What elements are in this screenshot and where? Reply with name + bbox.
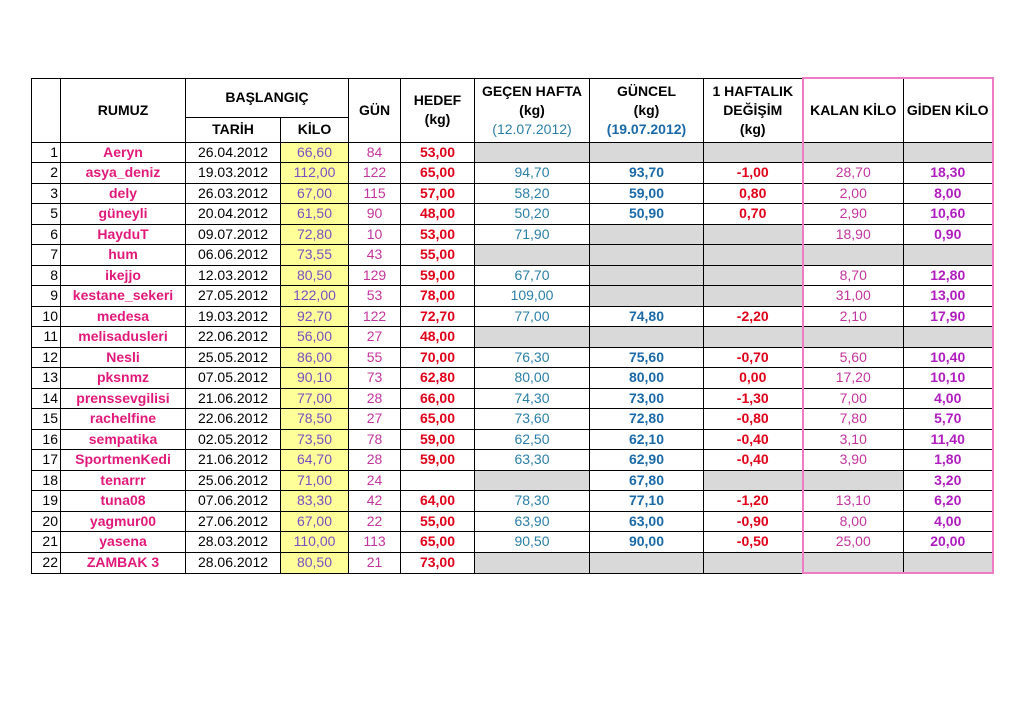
- baslangic-header: BAŞLANGIÇ: [186, 78, 349, 117]
- hedef-cell: 72,70: [401, 306, 475, 327]
- guncel-cell: 50,90: [590, 204, 704, 225]
- giden-kilo-cell: [904, 245, 993, 266]
- table-row: [32, 511, 993, 532]
- kilo-cell: 122,00: [281, 286, 349, 307]
- kilo-cell: 67,00: [281, 183, 349, 204]
- guncel-cell: [590, 552, 704, 573]
- giden-kilo-cell: 3,20: [904, 470, 993, 491]
- degisim-cell: -0,80: [704, 409, 803, 430]
- degisim-cell: -0,70: [704, 347, 803, 368]
- gecen-hafta-cell: 80,00: [475, 368, 590, 389]
- giden-kilo-cell: [904, 552, 993, 573]
- gecen-header-date: (12.07.2012): [492, 120, 572, 137]
- kilo-cell: 56,00: [281, 327, 349, 348]
- row-index: 1: [32, 142, 61, 163]
- gecen-hafta-cell: 76,30: [475, 347, 590, 368]
- row-index: 7: [32, 245, 61, 266]
- gun-cell: 90: [349, 204, 401, 225]
- kilo-cell: 72,80: [281, 224, 349, 245]
- giden-kilo-cell: 4,00: [904, 388, 993, 409]
- rumuz-cell: yagmur00: [61, 511, 186, 532]
- table-body: [32, 142, 993, 573]
- gecen-header: [475, 78, 590, 142]
- giden-kilo-cell: 17,90: [904, 306, 993, 327]
- gecen-hafta-cell: 78,30: [475, 491, 590, 512]
- rumuz-cell: ZAMBAK 3: [61, 552, 186, 573]
- rumuz-cell: Aeryn: [61, 142, 186, 163]
- hedef-cell: [401, 470, 475, 491]
- giden-kilo-cell: 1,80: [904, 450, 993, 471]
- table-row: [32, 491, 993, 512]
- hedef-cell: 48,00: [401, 327, 475, 348]
- kilo-cell: 73,55: [281, 245, 349, 266]
- giden-kilo-cell: 12,80: [904, 265, 993, 286]
- tarih-header: TARİH: [186, 117, 281, 142]
- rumuz-cell: rachelfine: [61, 409, 186, 430]
- degisim-cell: 0,80: [704, 183, 803, 204]
- kilo-cell: 80,50: [281, 265, 349, 286]
- rumuz-header: RUMUZ: [61, 78, 186, 142]
- table-row: [32, 552, 993, 573]
- table-row: [32, 429, 993, 450]
- degisim-cell: -0,50: [704, 532, 803, 553]
- haftalik-header-line3: (kg): [739, 120, 766, 137]
- hedef-cell: 53,00: [401, 224, 475, 245]
- giden-kilo-cell: 11,40: [904, 429, 993, 450]
- kilo-cell: 71,00: [281, 470, 349, 491]
- tarih-cell: 02.05.2012: [186, 429, 281, 450]
- table-row: [32, 163, 993, 184]
- table-row: [32, 388, 993, 409]
- row-index: 15: [32, 409, 61, 430]
- kalan-kilo-cell: 28,70: [803, 163, 904, 184]
- row-index: 14: [32, 388, 61, 409]
- guncel-cell: 80,00: [590, 368, 704, 389]
- row-index: 16: [32, 429, 61, 450]
- hedef-cell: 59,00: [401, 450, 475, 471]
- gecen-hafta-cell: 94,70: [475, 163, 590, 184]
- guncel-cell: [590, 224, 704, 245]
- tarih-cell: 20.04.2012: [186, 204, 281, 225]
- guncel-cell: [590, 142, 704, 163]
- giden-kilo-cell: 6,20: [904, 491, 993, 512]
- kilo-cell: 80,50: [281, 552, 349, 573]
- hedef-cell: 65,00: [401, 409, 475, 430]
- degisim-cell: [704, 224, 803, 245]
- table-row: [32, 368, 993, 389]
- table-row: [32, 245, 993, 266]
- row-index: 6: [32, 224, 61, 245]
- table-row: [32, 142, 993, 163]
- guncel-header: [590, 78, 704, 142]
- rumuz-cell: kestane_sekeri: [61, 286, 186, 307]
- gun-cell: 22: [349, 511, 401, 532]
- gecen-hafta-cell: 67,70: [475, 265, 590, 286]
- giden-kilo-cell: [904, 327, 993, 348]
- guncel-cell: 62,10: [590, 429, 704, 450]
- giden-kilo-cell: 10,40: [904, 347, 993, 368]
- row-index: 11: [32, 327, 61, 348]
- guncel-cell: [590, 245, 704, 266]
- guncel-cell: 62,90: [590, 450, 704, 471]
- rumuz-cell: sempatika: [61, 429, 186, 450]
- haftalik-header-line1: 1 HAFTALIK: [712, 82, 794, 99]
- haftalik-header-line2: DEĞİŞİM: [723, 101, 783, 118]
- gun-cell: 55: [349, 347, 401, 368]
- gecen-hafta-cell: 73,60: [475, 409, 590, 430]
- gun-cell: 115: [349, 183, 401, 204]
- rumuz-cell: melisadusleri: [61, 327, 186, 348]
- row-index: 10: [32, 306, 61, 327]
- gecen-hafta-cell: 109,00: [475, 286, 590, 307]
- guncel-cell: 59,00: [590, 183, 704, 204]
- kalan-kilo-cell: 17,20: [803, 368, 904, 389]
- gun-cell: 122: [349, 306, 401, 327]
- kalan-kilo-cell: [803, 142, 904, 163]
- guncel-cell: 73,00: [590, 388, 704, 409]
- gun-cell: 28: [349, 450, 401, 471]
- row-index: 12: [32, 347, 61, 368]
- guncel-cell: 67,80: [590, 470, 704, 491]
- hedef-cell: 73,00: [401, 552, 475, 573]
- table-row: [32, 286, 993, 307]
- kalan-kilo-cell: [803, 327, 904, 348]
- kalan-kilo-cell: 13,10: [803, 491, 904, 512]
- hedef-cell: 48,00: [401, 204, 475, 225]
- degisim-cell: -0,40: [704, 429, 803, 450]
- kilo-cell: 66,60: [281, 142, 349, 163]
- rumuz-cell: SportmenKedi: [61, 450, 186, 471]
- row-index: 17: [32, 450, 61, 471]
- rumuz-cell: tenarrr: [61, 470, 186, 491]
- gun-cell: 27: [349, 327, 401, 348]
- rumuz-cell: dely: [61, 183, 186, 204]
- hedef-cell: 70,00: [401, 347, 475, 368]
- table-row: [32, 450, 993, 471]
- kilo-cell: 77,00: [281, 388, 349, 409]
- degisim-cell: [704, 470, 803, 491]
- giden-kilo-cell: 4,00: [904, 511, 993, 532]
- tarih-cell: 27.06.2012: [186, 511, 281, 532]
- degisim-cell: [704, 265, 803, 286]
- gecen-hafta-cell: 63,30: [475, 450, 590, 471]
- degisim-cell: 0,00: [704, 368, 803, 389]
- guncel-header-line2: (kg): [633, 101, 660, 118]
- tarih-cell: 25.05.2012: [186, 347, 281, 368]
- kalan-kilo-cell: 31,00: [803, 286, 904, 307]
- degisim-cell: -1,00: [704, 163, 803, 184]
- kalan-kilo-cell: 25,00: [803, 532, 904, 553]
- hedef-cell: 62,80: [401, 368, 475, 389]
- rumuz-cell: tuna08: [61, 491, 186, 512]
- rumuz-cell: pksnmz: [61, 368, 186, 389]
- row-index: 21: [32, 532, 61, 553]
- gecen-hafta-cell: 90,50: [475, 532, 590, 553]
- guncel-cell: 90,00: [590, 532, 704, 553]
- kilo-cell: 78,50: [281, 409, 349, 430]
- kilo-cell: 110,00: [281, 532, 349, 553]
- hedef-cell: 55,00: [401, 245, 475, 266]
- hedef-cell: 53,00: [401, 142, 475, 163]
- kilo-cell: 67,00: [281, 511, 349, 532]
- degisim-cell: 0,70: [704, 204, 803, 225]
- degisim-cell: -1,20: [704, 491, 803, 512]
- tarih-cell: 22.06.2012: [186, 409, 281, 430]
- kilo-cell: 112,00: [281, 163, 349, 184]
- degisim-cell: -1,30: [704, 388, 803, 409]
- gun-cell: 129: [349, 265, 401, 286]
- kilo-cell: 61,50: [281, 204, 349, 225]
- kalan-kilo-cell: 8,70: [803, 265, 904, 286]
- guncel-cell: [590, 327, 704, 348]
- table-row: [32, 347, 993, 368]
- gecen-hafta-cell: 77,00: [475, 306, 590, 327]
- kalan-header: KALAN KİLO: [803, 78, 904, 142]
- giden-kilo-cell: 10,60: [904, 204, 993, 225]
- gecen-hafta-cell: 62,50: [475, 429, 590, 450]
- gecen-hafta-cell: [475, 552, 590, 573]
- giden-kilo-cell: 18,30: [904, 163, 993, 184]
- row-index: 5: [32, 204, 61, 225]
- table-row: [32, 204, 993, 225]
- kalan-kilo-cell: [803, 552, 904, 573]
- row-index: 19: [32, 491, 61, 512]
- gecen-hafta-cell: 50,20: [475, 204, 590, 225]
- row-index: 8: [32, 265, 61, 286]
- hedef-cell: 57,00: [401, 183, 475, 204]
- kalan-kilo-cell: [803, 245, 904, 266]
- rumuz-cell: prenssevgilisi: [61, 388, 186, 409]
- rumuz-cell: güneyli: [61, 204, 186, 225]
- rumuz-cell: HayduT: [61, 224, 186, 245]
- guncel-header-date: (19.07.2012): [606, 120, 687, 137]
- gun-cell: 24: [349, 470, 401, 491]
- tarih-cell: 28.06.2012: [186, 552, 281, 573]
- tarih-cell: 27.05.2012: [186, 286, 281, 307]
- guncel-cell: 75,60: [590, 347, 704, 368]
- hedef-cell: 65,00: [401, 532, 475, 553]
- guncel-cell: 63,00: [590, 511, 704, 532]
- giden-kilo-cell: 13,00: [904, 286, 993, 307]
- hedef-header-line1: HEDEF: [413, 92, 462, 108]
- gecen-header-line1: GEÇEN HAFTA: [481, 82, 583, 99]
- gecen-hafta-cell: 74,30: [475, 388, 590, 409]
- kilo-cell: 86,00: [281, 347, 349, 368]
- row-index: 9: [32, 286, 61, 307]
- weight-tracking-table: [31, 77, 994, 574]
- gun-cell: 21: [349, 552, 401, 573]
- kalan-kilo-cell: 2,00: [803, 183, 904, 204]
- tarih-cell: 07.05.2012: [186, 368, 281, 389]
- tarih-cell: 06.06.2012: [186, 245, 281, 266]
- kilo-cell: 92,70: [281, 306, 349, 327]
- hedef-cell: 65,00: [401, 163, 475, 184]
- gun-cell: 42: [349, 491, 401, 512]
- kilo-cell: 90,10: [281, 368, 349, 389]
- rumuz-cell: medesa: [61, 306, 186, 327]
- gecen-hafta-cell: [475, 470, 590, 491]
- hedef-cell: 78,00: [401, 286, 475, 307]
- degisim-cell: [704, 245, 803, 266]
- tarih-cell: 26.03.2012: [186, 183, 281, 204]
- tarih-cell: 26.04.2012: [186, 142, 281, 163]
- tarih-cell: 19.03.2012: [186, 163, 281, 184]
- kalan-kilo-cell: 2,10: [803, 306, 904, 327]
- degisim-cell: [704, 286, 803, 307]
- kilo-cell: 73,50: [281, 429, 349, 450]
- gun-cell: 113: [349, 532, 401, 553]
- kalan-kilo-cell: 3,10: [803, 429, 904, 450]
- row-index: 3: [32, 183, 61, 204]
- tarih-cell: 09.07.2012: [186, 224, 281, 245]
- gecen-hafta-cell: [475, 245, 590, 266]
- gun-cell: 27: [349, 409, 401, 430]
- kalan-kilo-cell: 7,80: [803, 409, 904, 430]
- hedef-cell: 64,00: [401, 491, 475, 512]
- kilo-cell: 64,70: [281, 450, 349, 471]
- guncel-cell: [590, 286, 704, 307]
- rumuz-cell: ikejjo: [61, 265, 186, 286]
- tarih-cell: 19.03.2012: [186, 306, 281, 327]
- rumuz-cell: yasena: [61, 532, 186, 553]
- row-index: 2: [32, 163, 61, 184]
- gun-cell: 10: [349, 224, 401, 245]
- row-index: 13: [32, 368, 61, 389]
- gun-cell: 43: [349, 245, 401, 266]
- degisim-cell: -0,40: [704, 450, 803, 471]
- table-row: [32, 306, 993, 327]
- gun-cell: 122: [349, 163, 401, 184]
- gun-header: GÜN: [349, 78, 401, 142]
- giden-kilo-cell: [904, 142, 993, 163]
- kalan-kilo-cell: 5,60: [803, 347, 904, 368]
- table-row: [32, 265, 993, 286]
- weight-table-container: [31, 77, 994, 574]
- gecen-hafta-cell: 58,20: [475, 183, 590, 204]
- guncel-cell: 74,80: [590, 306, 704, 327]
- guncel-cell: [590, 265, 704, 286]
- tarih-cell: 28.03.2012: [186, 532, 281, 553]
- hedef-cell: 59,00: [401, 265, 475, 286]
- giden-kilo-cell: 20,00: [904, 532, 993, 553]
- guncel-cell: 72,80: [590, 409, 704, 430]
- row-index: 20: [32, 511, 61, 532]
- gun-cell: 28: [349, 388, 401, 409]
- row-index: 18: [32, 470, 61, 491]
- table-row: [32, 409, 993, 430]
- tarih-cell: 25.06.2012: [186, 470, 281, 491]
- tarih-cell: 21.06.2012: [186, 450, 281, 471]
- index-header: [32, 78, 61, 142]
- table-row: [32, 532, 993, 553]
- degisim-cell: -0,90: [704, 511, 803, 532]
- kalan-kilo-cell: 2,90: [803, 204, 904, 225]
- gecen-hafta-cell: [475, 327, 590, 348]
- kalan-kilo-cell: 18,90: [803, 224, 904, 245]
- hedef-header: [401, 78, 475, 142]
- giden-kilo-cell: 5,70: [904, 409, 993, 430]
- guncel-cell: 77,10: [590, 491, 704, 512]
- kilo-cell: 83,30: [281, 491, 349, 512]
- gecen-hafta-cell: 63,90: [475, 511, 590, 532]
- giden-kilo-cell: 0,90: [904, 224, 993, 245]
- kalan-kilo-cell: 7,00: [803, 388, 904, 409]
- giden-kilo-cell: 10,10: [904, 368, 993, 389]
- kalan-kilo-cell: 3,90: [803, 450, 904, 471]
- degisim-cell: [704, 552, 803, 573]
- gun-cell: 84: [349, 142, 401, 163]
- tarih-cell: 22.06.2012: [186, 327, 281, 348]
- degisim-cell: [704, 142, 803, 163]
- table-row: [32, 470, 993, 491]
- row-index: 22: [32, 552, 61, 573]
- giden-kilo-cell: 8,00: [904, 183, 993, 204]
- tarih-cell: 12.03.2012: [186, 265, 281, 286]
- hedef-cell: 66,00: [401, 388, 475, 409]
- giden-header: GİDEN KİLO: [904, 78, 993, 142]
- gun-cell: 73: [349, 368, 401, 389]
- degisim-cell: [704, 327, 803, 348]
- hedef-cell: 55,00: [401, 511, 475, 532]
- hedef-header-line2: (kg): [424, 111, 451, 127]
- gecen-header-line2: (kg): [519, 101, 545, 118]
- rumuz-cell: hum: [61, 245, 186, 266]
- hedef-cell: 59,00: [401, 429, 475, 450]
- table-row: [32, 327, 993, 348]
- gecen-hafta-cell: [475, 142, 590, 163]
- kilo-header: KİLO: [281, 117, 349, 142]
- table-row: [32, 224, 993, 245]
- haftalik-header: [704, 78, 803, 142]
- rumuz-cell: asya_deniz: [61, 163, 186, 184]
- table-row: [32, 183, 993, 204]
- guncel-cell: 93,70: [590, 163, 704, 184]
- kalan-kilo-cell: 8,00: [803, 511, 904, 532]
- gecen-hafta-cell: 71,90: [475, 224, 590, 245]
- gun-cell: 78: [349, 429, 401, 450]
- gun-cell: 53: [349, 286, 401, 307]
- tarih-cell: 21.06.2012: [186, 388, 281, 409]
- degisim-cell: -2,20: [704, 306, 803, 327]
- kalan-kilo-cell: [803, 470, 904, 491]
- tarih-cell: 07.06.2012: [186, 491, 281, 512]
- guncel-header-line1: GÜNCEL: [616, 82, 677, 99]
- rumuz-cell: Nesli: [61, 347, 186, 368]
